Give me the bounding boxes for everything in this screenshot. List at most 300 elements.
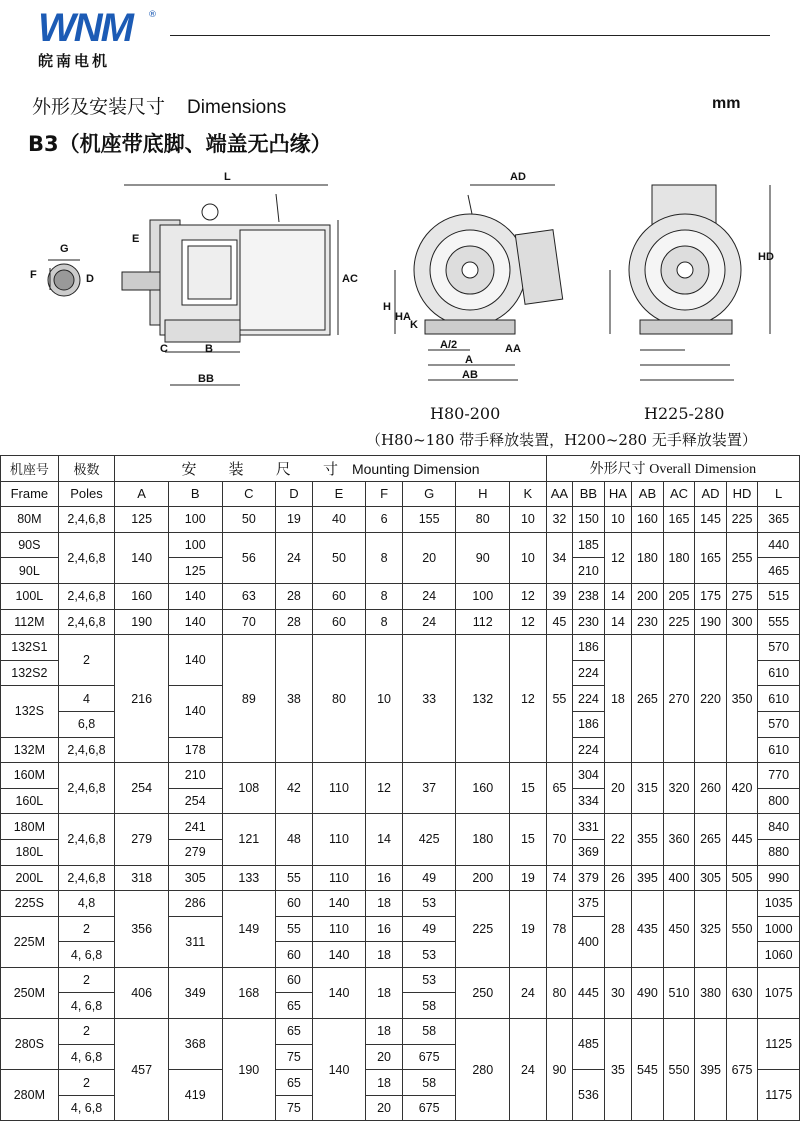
dim-label-L: L — [224, 171, 231, 183]
table-cell: 37 — [402, 763, 456, 814]
table-cell: 155 — [402, 507, 456, 533]
table-cell: 110 — [312, 916, 366, 942]
table-cell: 140 — [168, 583, 222, 609]
mounting-subtitle: B3（机座带底脚、端盖无凸缘） — [28, 132, 332, 156]
table-cell: 4 — [58, 686, 115, 712]
dim-label-HA: HA — [395, 311, 411, 323]
table-cell: 445 — [726, 814, 758, 865]
table-cell: 280S — [1, 1019, 59, 1070]
table-cell: 200 — [456, 865, 510, 891]
table-cell: 225 — [663, 609, 695, 635]
col-head: L — [758, 481, 800, 507]
col-head-poles-cn: 极数 — [58, 456, 115, 482]
table-cell: 675 — [726, 1019, 758, 1121]
table-cell: 2 — [58, 967, 115, 993]
table-cell: 770 — [758, 763, 800, 789]
table-row — [1, 507, 800, 533]
table-cell: 180M — [1, 814, 59, 840]
table-cell: 360 — [663, 814, 695, 865]
table-cell: 180 — [663, 532, 695, 583]
table-cell: 8 — [366, 609, 403, 635]
table-cell: 125 — [115, 507, 169, 533]
table-cell: 14 — [366, 814, 403, 865]
table-cell: 10 — [604, 507, 631, 533]
table-cell: 132S — [1, 686, 59, 737]
table-cell: 365 — [758, 507, 800, 533]
table-row — [1, 532, 800, 558]
table-cell: 110 — [312, 865, 366, 891]
heading-cn: 外形及安装尺寸 — [32, 96, 166, 118]
table-cell: 20 — [604, 763, 631, 814]
col-head: B — [168, 481, 222, 507]
table-cell: 56 — [222, 532, 276, 583]
table-cell: 2,4,6,8 — [58, 583, 115, 609]
table-cell: 49 — [402, 916, 456, 942]
table-cell: 108 — [222, 763, 276, 814]
table-cell: 435 — [632, 891, 664, 968]
table-cell: 180L — [1, 839, 59, 865]
dim-label-B: B — [205, 343, 213, 355]
table-cell: 305 — [168, 865, 222, 891]
table-cell: 550 — [726, 891, 758, 968]
group-head-mounting-en: Mounting Dimension — [351, 460, 480, 477]
table-cell: 369 — [573, 839, 605, 865]
table-cell: 70 — [222, 609, 276, 635]
table-cell: 112 — [456, 609, 510, 635]
table-cell: 485 — [573, 1019, 605, 1070]
table-cell: 48 — [276, 814, 313, 865]
table-cell: 186 — [573, 711, 605, 737]
table-cell: 45 — [546, 609, 572, 635]
table-cell: 55 — [276, 865, 313, 891]
table-row — [1, 763, 800, 789]
table-row — [1, 814, 800, 840]
table-cell: 18 — [604, 635, 631, 763]
dim-label-AC: AC — [342, 273, 358, 285]
table-cell: 186 — [573, 635, 605, 661]
table-cell: 320 — [663, 763, 695, 814]
table-cell: 250M — [1, 967, 59, 1018]
table-cell: 510 — [663, 967, 695, 1018]
table-cell: 53 — [402, 942, 456, 968]
table-cell: 160 — [456, 763, 510, 814]
table-row — [1, 1019, 800, 1045]
table-cell: 300 — [726, 609, 758, 635]
table-cell: 349 — [168, 967, 222, 1018]
table-body — [1, 507, 800, 1121]
table-cell: 12 — [510, 583, 547, 609]
table-cell: 132M — [1, 737, 59, 763]
table-cell: 419 — [168, 1070, 222, 1121]
col-head: HD — [726, 481, 758, 507]
table-cell: 610 — [758, 686, 800, 712]
table-cell: 39 — [546, 583, 572, 609]
table-cell: 16 — [366, 916, 403, 942]
table-cell: 490 — [632, 967, 664, 1018]
table-cell: 28 — [604, 891, 631, 968]
table-cell: 610 — [758, 660, 800, 686]
unit-label: mm — [712, 95, 741, 112]
table-cell: 190 — [222, 1019, 276, 1121]
table-cell: 311 — [168, 916, 222, 967]
table-cell: 265 — [632, 635, 664, 763]
dimension-table — [0, 455, 800, 1121]
table-cell: 19 — [276, 507, 313, 533]
table-cell: 32 — [546, 507, 572, 533]
table-cell: 12 — [510, 609, 547, 635]
table-cell: 1125 — [758, 1019, 800, 1070]
table-cell: 33 — [402, 635, 456, 763]
table-cell: 121 — [222, 814, 276, 865]
table-cell: 140 — [312, 942, 366, 968]
table-cell: 140 — [168, 635, 222, 686]
table-cell: 112M — [1, 609, 59, 635]
table-cell: 2,4,6,8 — [58, 865, 115, 891]
front-view-drawing-2 — [610, 185, 770, 380]
table-cell: 1175 — [758, 1070, 800, 1121]
table-cell: 60 — [312, 609, 366, 635]
dim-label-BB: BB — [198, 373, 214, 385]
table-cell: 2 — [58, 1019, 115, 1045]
table-cell: 80 — [456, 507, 510, 533]
table-cell: 225M — [1, 916, 59, 967]
logo-mark: WNM — [38, 6, 132, 50]
table-cell: 12 — [604, 532, 631, 583]
table-cell: 160L — [1, 788, 59, 814]
table-cell: 110 — [312, 763, 366, 814]
table-cell: 555 — [758, 609, 800, 635]
table-cell: 210 — [573, 558, 605, 584]
table-cell: 325 — [695, 891, 727, 968]
table-cell: 380 — [695, 967, 727, 1018]
table-cell: 318 — [115, 865, 169, 891]
dim-label-D: D — [86, 273, 94, 285]
dim-label-A: A — [465, 354, 473, 366]
table-cell: 14 — [604, 609, 631, 635]
table-cell: 286 — [168, 891, 222, 917]
table-cell: 265 — [695, 814, 727, 865]
table-cell: 375 — [573, 891, 605, 917]
table-cell: 185 — [573, 532, 605, 558]
table-cell: 53 — [402, 891, 456, 917]
table-cell: 18 — [366, 1070, 403, 1096]
table-cell: 40 — [312, 507, 366, 533]
caption-h225-280: H225-280 — [644, 404, 725, 423]
table-cell: 2,4,6,8 — [58, 532, 115, 583]
table-cell: 60 — [312, 583, 366, 609]
table-cell: 6,8 — [58, 711, 115, 737]
table-cell: 10 — [510, 507, 547, 533]
table-cell: 368 — [168, 1019, 222, 1070]
table-cell: 255 — [726, 532, 758, 583]
col-head: HA — [604, 481, 631, 507]
table-cell: 1075 — [758, 967, 800, 1018]
table-cell: 80 — [312, 635, 366, 763]
table-cell: 22 — [604, 814, 631, 865]
col-head-frame-cn: 机座号 — [1, 456, 59, 482]
table-cell: 610 — [758, 737, 800, 763]
table-cell: 140 — [168, 686, 222, 737]
table-cell: 20 — [402, 532, 456, 583]
table-cell: 224 — [573, 660, 605, 686]
table-row — [1, 967, 800, 993]
table-cell: 100L — [1, 583, 59, 609]
table-cell: 30 — [604, 967, 631, 1018]
table-cell: 224 — [573, 686, 605, 712]
table-cell: 178 — [168, 737, 222, 763]
table-cell: 2,4,6,8 — [58, 763, 115, 814]
table-cell: 304 — [573, 763, 605, 789]
front-view-drawing-1 — [395, 185, 563, 380]
table-cell: 2 — [58, 1070, 115, 1096]
table-cell: 140 — [312, 967, 366, 1018]
group-head-mounting — [115, 456, 546, 482]
brand-name: 皖南电机 — [38, 52, 111, 70]
table-cell: 24 — [402, 609, 456, 635]
table-cell: 225 — [726, 507, 758, 533]
table-cell: 12 — [366, 763, 403, 814]
table-cell: 2 — [58, 916, 115, 942]
table-cell: 74 — [546, 865, 572, 891]
table-cell: 8 — [366, 532, 403, 583]
table-cell: 4, 6,8 — [58, 993, 115, 1019]
table-cell: 165 — [663, 507, 695, 533]
table-cell: 20 — [366, 1095, 403, 1121]
table-cell: 334 — [573, 788, 605, 814]
table-cell: 190 — [695, 609, 727, 635]
table-cell: 450 — [663, 891, 695, 968]
table-cell: 305 — [695, 865, 727, 891]
table-cell: 457 — [115, 1019, 169, 1121]
table-cell: 205 — [663, 583, 695, 609]
table-cell: 1060 — [758, 942, 800, 968]
col-head: F — [366, 481, 403, 507]
table-cell: 4, 6,8 — [58, 1044, 115, 1070]
table-cell: 100 — [456, 583, 510, 609]
table-cell: 65 — [276, 993, 313, 1019]
table-cell: 400 — [573, 916, 605, 967]
table-cell: 10 — [366, 635, 403, 763]
table-cell: 395 — [695, 1019, 727, 1121]
caption-note: （H80~180 带手释放装置，H200~280 无手释放装置） — [366, 431, 757, 449]
table-cell: 15 — [510, 763, 547, 814]
table-header-row-1 — [1, 456, 800, 482]
table-cell: 65 — [276, 1019, 313, 1045]
table-cell: 350 — [726, 635, 758, 763]
heading-en: Dimensions — [187, 97, 287, 118]
table-cell: 18 — [366, 942, 403, 968]
table-cell: 132S2 — [1, 660, 59, 686]
dim-label-G: G — [60, 243, 69, 255]
table-cell: 200 — [632, 583, 664, 609]
table-cell: 168 — [222, 967, 276, 1018]
table-cell: 15 — [510, 814, 547, 865]
table-cell: 400 — [663, 865, 695, 891]
table-cell: 58 — [402, 1019, 456, 1045]
table-cell: 132 — [456, 635, 510, 763]
table-cell: 536 — [573, 1070, 605, 1121]
table-cell: 140 — [312, 891, 366, 917]
table-cell: 275 — [726, 583, 758, 609]
table-cell: 63 — [222, 583, 276, 609]
table-cell: 78 — [546, 891, 572, 968]
table-cell: 230 — [632, 609, 664, 635]
table-cell: 395 — [632, 865, 664, 891]
table-header-row-2 — [1, 481, 800, 507]
col-head: G — [402, 481, 456, 507]
table-cell: 65 — [276, 1070, 313, 1096]
table-cell: 55 — [546, 635, 572, 763]
table-cell: 241 — [168, 814, 222, 840]
table-cell: 24 — [510, 967, 547, 1018]
table-cell: 175 — [695, 583, 727, 609]
table-row — [1, 865, 800, 891]
table-cell: 505 — [726, 865, 758, 891]
table-cell: 280 — [456, 1019, 510, 1121]
table-cell: 2,4,6,8 — [58, 609, 115, 635]
table-cell: 58 — [402, 1070, 456, 1096]
table-cell: 355 — [632, 814, 664, 865]
table-cell: 50 — [222, 507, 276, 533]
table-row — [1, 635, 800, 661]
table-cell: 406 — [115, 967, 169, 1018]
table-cell: 80M — [1, 507, 59, 533]
table-cell: 24 — [276, 532, 313, 583]
table-cell: 34 — [546, 532, 572, 583]
table-cell: 50 — [312, 532, 366, 583]
table-cell: 250 — [456, 967, 510, 1018]
col-head: C — [222, 481, 276, 507]
table-cell: 60 — [276, 891, 313, 917]
table-cell: 90 — [546, 1019, 572, 1121]
caption-h80-200: H80-200 — [430, 404, 501, 423]
table-cell: 465 — [758, 558, 800, 584]
table-cell: 545 — [632, 1019, 664, 1121]
table-cell: 160 — [115, 583, 169, 609]
table-cell: 800 — [758, 788, 800, 814]
table-cell: 100 — [168, 507, 222, 533]
table-cell: 20 — [366, 1044, 403, 1070]
table-cell: 6 — [366, 507, 403, 533]
table-row — [1, 609, 800, 635]
table-cell: 990 — [758, 865, 800, 891]
table-cell: 1000 — [758, 916, 800, 942]
registered-mark: ® — [148, 10, 157, 20]
table-cell: 133 — [222, 865, 276, 891]
table-cell: 150 — [573, 507, 605, 533]
table-cell: 260 — [695, 763, 727, 814]
table-cell: 110 — [312, 814, 366, 865]
table-cell: 880 — [758, 839, 800, 865]
col-head: AB — [632, 481, 664, 507]
table-cell: 356 — [115, 891, 169, 968]
dim-label-HD: HD — [758, 251, 774, 263]
table-cell: 180 — [632, 532, 664, 583]
table-cell: 18 — [366, 967, 403, 1018]
table-row — [1, 891, 800, 917]
table-cell: 4, 6,8 — [58, 1095, 115, 1121]
table-cell: 89 — [222, 635, 276, 763]
table-cell: 4,8 — [58, 891, 115, 917]
table-cell: 254 — [115, 763, 169, 814]
table-cell: 42 — [276, 763, 313, 814]
table-cell: 60 — [276, 967, 313, 993]
table-cell: 149 — [222, 891, 276, 968]
table-cell: 220 — [695, 635, 727, 763]
dimension-drawings — [0, 160, 800, 400]
table-cell: 65 — [546, 763, 572, 814]
table-cell: 225S — [1, 891, 59, 917]
table-cell: 570 — [758, 711, 800, 737]
dim-label-H: H — [383, 301, 391, 313]
table-cell: 210 — [168, 763, 222, 789]
col-head: Poles — [58, 481, 115, 507]
table-cell: 190 — [115, 609, 169, 635]
page-heading — [32, 92, 286, 119]
table-cell: 675 — [402, 1095, 456, 1121]
col-head: BB — [573, 481, 605, 507]
table-cell: 420 — [726, 763, 758, 814]
table-cell: 70 — [546, 814, 572, 865]
table-cell: 90 — [456, 532, 510, 583]
side-view-drawing — [48, 185, 338, 385]
table-cell: 675 — [402, 1044, 456, 1070]
table-cell: 12 — [510, 635, 547, 763]
table-cell: 200L — [1, 865, 59, 891]
table-cell: 160M — [1, 763, 59, 789]
table-cell: 2,4,6,8 — [58, 737, 115, 763]
table-cell: 238 — [573, 583, 605, 609]
table-cell: 140 — [115, 532, 169, 583]
table-cell: 425 — [402, 814, 456, 865]
dim-label-AB: AB — [462, 369, 478, 381]
col-head: AD — [695, 481, 727, 507]
table-cell: 4, 6,8 — [58, 942, 115, 968]
brand-logo — [38, 6, 157, 71]
table-cell: 100 — [168, 532, 222, 558]
table-cell: 1035 — [758, 891, 800, 917]
table-cell: 279 — [115, 814, 169, 865]
col-head: E — [312, 481, 366, 507]
table-cell: 90S — [1, 532, 59, 558]
table-cell: 55 — [276, 916, 313, 942]
col-head: AC — [663, 481, 695, 507]
table-cell: 38 — [276, 635, 313, 763]
table-cell: 35 — [604, 1019, 631, 1121]
group-head-mounting-cn: 安 装 尺 寸 — [181, 460, 352, 478]
table-cell: 60 — [276, 942, 313, 968]
header-rule — [170, 35, 770, 36]
col-head: D — [276, 481, 313, 507]
col-head: H — [456, 481, 510, 507]
table-cell: 80 — [546, 967, 572, 1018]
table-cell: 379 — [573, 865, 605, 891]
table-cell: 165 — [695, 532, 727, 583]
table-cell: 630 — [726, 967, 758, 1018]
table-cell: 550 — [663, 1019, 695, 1121]
table-row — [1, 583, 800, 609]
table-cell: 160 — [632, 507, 664, 533]
table-cell: 58 — [402, 993, 456, 1019]
table-cell: 2 — [58, 635, 115, 686]
table-cell: 14 — [604, 583, 631, 609]
table-cell: 840 — [758, 814, 800, 840]
table-cell: 230 — [573, 609, 605, 635]
table-cell: 24 — [402, 583, 456, 609]
table-cell: 445 — [573, 967, 605, 1018]
table-cell: 53 — [402, 967, 456, 993]
dim-label-C: C — [160, 343, 168, 355]
